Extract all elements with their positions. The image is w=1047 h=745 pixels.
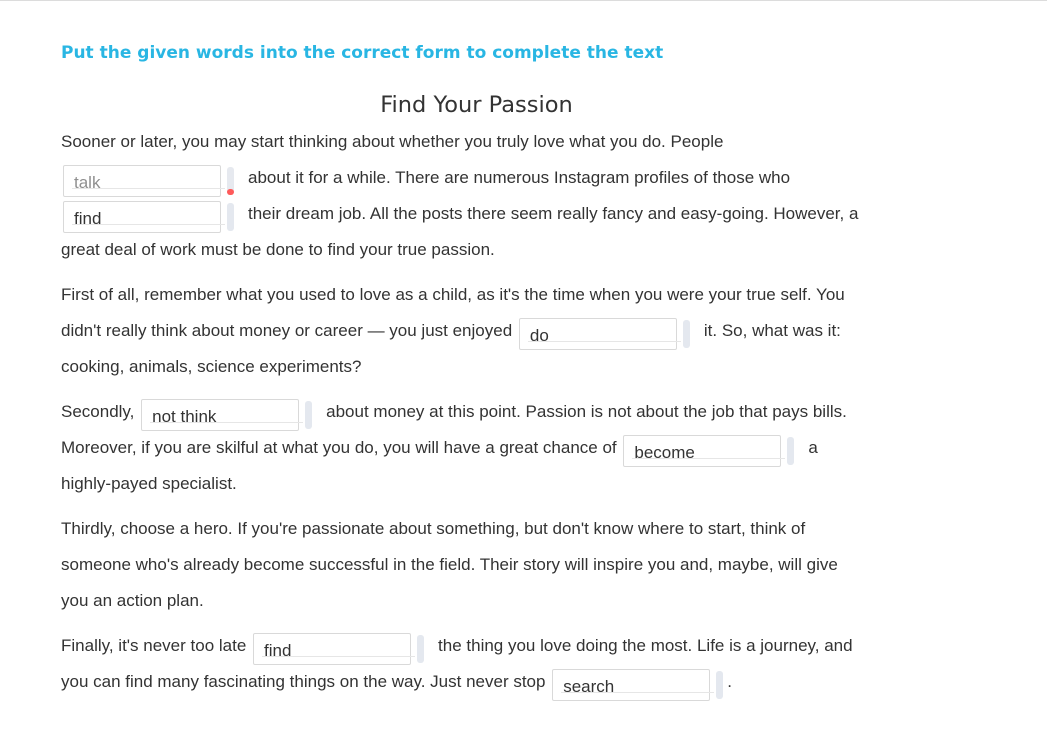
gap-input-find[interactable] (63, 201, 221, 233)
paragraph-3 (61, 394, 897, 502)
error-indicator (227, 167, 234, 195)
paragraph-text: the thing you love doing the most. Life is a journey, and (438, 636, 853, 655)
gap-input-find-2[interactable] (253, 633, 411, 665)
status-indicator (716, 671, 723, 699)
paragraph-text: Sooner or later, you may start thinking about whether you truly love what you do. People (61, 132, 724, 151)
paragraph-1 (61, 124, 897, 268)
exercise-text (61, 124, 897, 709)
paragraph-text: Finally, it's never too late (61, 636, 247, 655)
gap-3 (519, 316, 690, 348)
page-title: Find Your Passion (380, 92, 573, 118)
gap-2 (63, 199, 234, 231)
status-indicator (787, 437, 794, 465)
paragraph-2 (61, 277, 897, 385)
gap-input-not-think[interactable] (141, 399, 299, 431)
paragraph-text: cooking, animals, science experiments? (61, 357, 362, 376)
paragraph-text: about money at this point. Passion is not about the job that pays bills. (326, 402, 847, 421)
gap-1 (63, 163, 234, 195)
paragraph-text: didn't really think about money or career — you just enjoyed (61, 321, 513, 340)
paragraph-5 (61, 628, 897, 700)
exercise-instruction: Put the given words into the correct form to complete the text (61, 43, 664, 63)
gap-input-talk[interactable] (63, 165, 221, 197)
paragraph-text: First of all, remember what you used to love as a child, as it's the time when you were your true self. You (61, 285, 845, 304)
paragraph-text: their dream job. All the posts there seem really fancy and easy-going. However, a (248, 204, 859, 223)
status-indicator (683, 320, 690, 348)
paragraph-text: someone who's already become successful in the field. Their story will inspire you and, maybe, will give (61, 555, 838, 574)
status-indicator (417, 635, 424, 663)
gap-6 (253, 631, 424, 663)
status-indicator (227, 203, 234, 231)
paragraph-text: . (727, 672, 732, 691)
gap-input-do[interactable] (519, 318, 677, 350)
gap-5 (623, 433, 794, 465)
paragraph-text: you an action plan. (61, 591, 204, 610)
paragraph-4 (61, 511, 897, 619)
gap-7 (552, 667, 723, 699)
paragraph-text: about it for a while. There are numerous Instagram profiles of those who (248, 168, 791, 187)
paragraph-text: Secondly, (61, 402, 135, 421)
top-divider (0, 0, 1047, 1)
paragraph-text: you can find many fascinating things on the way. Just never stop (61, 672, 546, 691)
paragraph-text: Moreover, if you are skilful at what you do, you will have a great chance of (61, 438, 617, 457)
paragraph-text: it. So, what was it: (703, 321, 841, 340)
paragraph-text: a (808, 438, 818, 457)
paragraph-text: highly-payed specialist. (61, 474, 237, 493)
status-indicator (305, 401, 312, 429)
gap-input-become[interactable] (623, 435, 781, 467)
paragraph-text: Thirdly, choose a hero. If you're passionate about something, but don't know where to start, think of (61, 519, 806, 538)
gap-input-search[interactable] (552, 669, 710, 701)
gap-4 (141, 397, 312, 429)
paragraph-text: great deal of work must be done to find your true passion. (61, 240, 495, 259)
